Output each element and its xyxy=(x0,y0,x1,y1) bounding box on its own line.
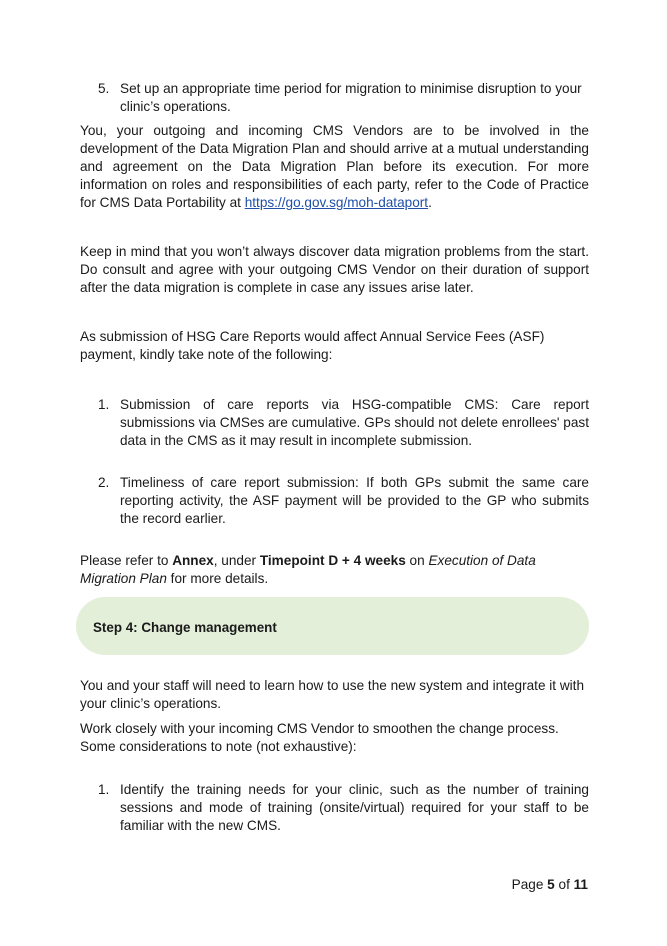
step4-title: Step 4: Change management xyxy=(93,620,277,635)
list-text: Timeliness of care report submission: If both GPs submit the same care reporting activity, the ASF payment will be provided to the GP who submits the record earlier. xyxy=(120,475,589,526)
list-text: Identify the training needs for your clinic, such as the number of training sessions and mode of training (onsite/virtual) required for your staff to be familiar with the new CMS. xyxy=(120,782,589,833)
hsg-list-item-1 xyxy=(80,396,589,450)
step4-heading-box xyxy=(76,597,589,655)
annex-pre: Please refer to xyxy=(80,553,173,568)
dataport-link[interactable]: https://go.gov.sg/moh-dataport xyxy=(244,195,429,210)
paragraph-vendors xyxy=(80,122,589,212)
annex-mid: , under xyxy=(213,553,260,568)
list-item-5 xyxy=(80,80,589,116)
paragraph-vendors-text: You, your outgoing and incoming CMS Vendors are to be involved in the development of the Data Migration Plan and should arrive at a mutual understanding and agreement on the Data Migration Plan before its execution. For more information on roles and responsibilities of each party, refer to the Code of Practice for CMS Data Portability at xyxy=(80,123,589,210)
list-number: 1. xyxy=(98,397,110,412)
annex-post: for more details. xyxy=(166,571,269,586)
list-text: Submission of care reports via HSG-compatible CMS: Care report submissions via CMSes are cumulative. GPs should not delete enrollees' past data in the CMS as it may result in incomplete submission. xyxy=(120,397,589,448)
list-number: 2. xyxy=(98,475,110,490)
change-list-item-1 xyxy=(80,781,589,835)
timepoint-label: Timepoint D + 4 weeks xyxy=(259,553,406,568)
page-footer xyxy=(512,876,588,894)
list-number: 1. xyxy=(98,782,110,797)
paragraph-work: Work closely with your incoming CMS Vendor to smoothen the change process. Some considerations to note (not exhaustive): xyxy=(80,721,559,754)
hsg-list-item-2 xyxy=(80,474,589,528)
footer-of: of xyxy=(554,877,574,892)
annex-label: Annex xyxy=(172,553,214,568)
footer-total-pages: 11 xyxy=(573,877,588,892)
paragraph-hsg: As submission of HSG Care Reports would affect Annual Service Fees (ASF) payment, kindly take note of the following: xyxy=(80,329,545,362)
paragraph-problems: Keep in mind that you won’t always discover data migration problems from the start. Do consult and agree with your outgoing CMS Vendor on their duration of support after the data migration is complete in case any issues arise later. xyxy=(80,244,589,295)
footer-page-number: 5 xyxy=(547,877,555,892)
period: . xyxy=(428,195,432,210)
annex-on: on xyxy=(405,553,429,568)
paragraph-annex xyxy=(80,552,589,588)
footer-page-label: Page xyxy=(511,877,548,892)
paragraph-staff: You and your staff will need to learn how to use the new system and integrate it with your clinic’s operations. xyxy=(80,678,585,711)
list-number: 5. xyxy=(98,81,110,96)
list-text: Set up an appropriate time period for migration to minimise disruption to your clinic’s operations. xyxy=(120,81,582,114)
execution-plan-label: Execution of Data Migration Plan xyxy=(80,553,536,586)
